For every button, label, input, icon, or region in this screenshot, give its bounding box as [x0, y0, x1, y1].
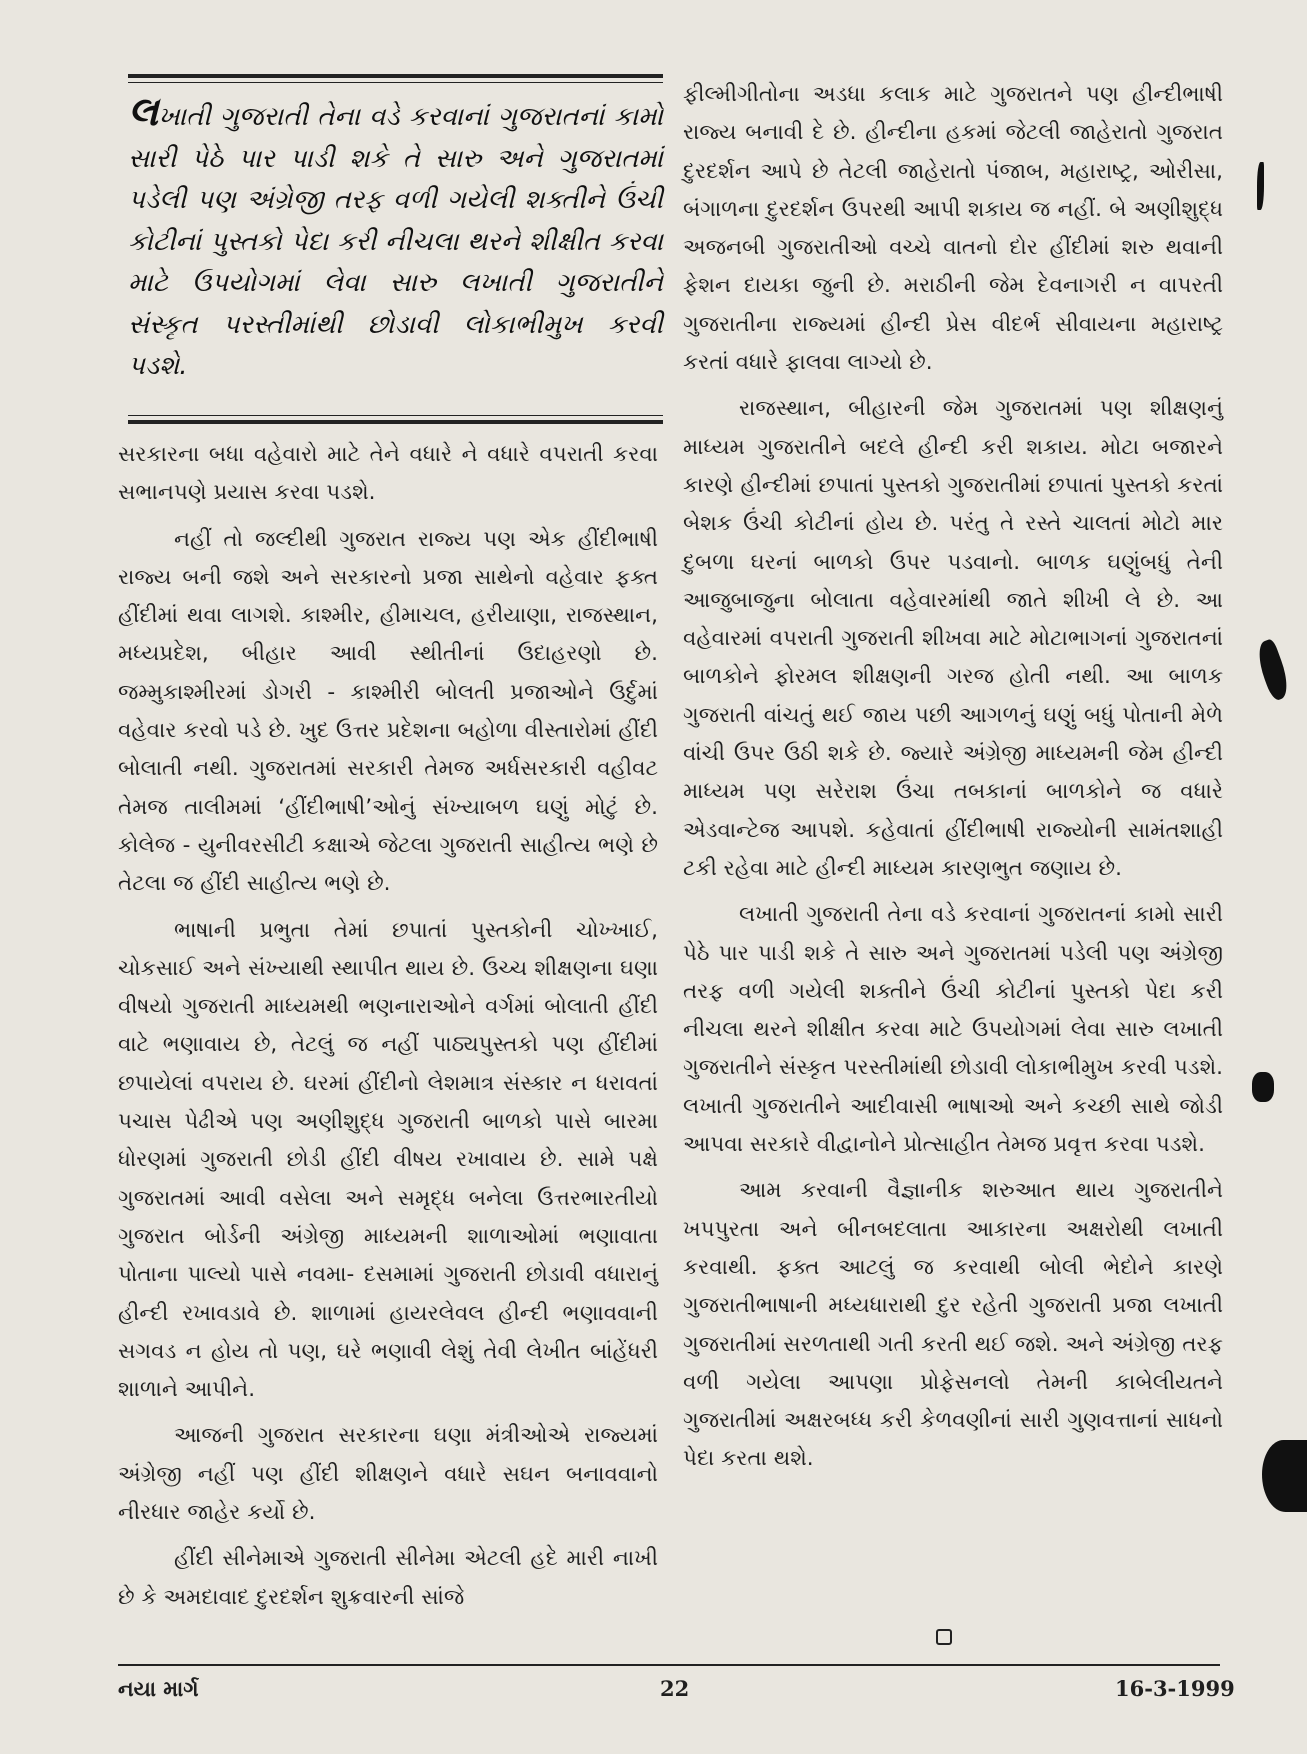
footer-page-number: 22 [660, 1676, 690, 1701]
footer-date: 16-3-1999 [1115, 1676, 1235, 1701]
left-paragraph-2: નહીં તો જલ્દીથી ગુજરાત રાજ્ય પણ એક હીંદીભાષી રાજ્ય બની જશે અને સરકારનો પ્રજા સાથેનો વહેવાર ફક્ત હીંદીમાં થવા લાગશે. કાશ્મીર, હીમાચલ, હરીયાણા, રાજસ્થાન, મધ્યપ્રદેશ, બીહાર આવી સ્થીતીનાં ઉદાહરણો છે. જમ્મુકાશ્મીરમાં ડોગરી - કાશ્મીરી બોલતી પ્રજાઓને ઉર્દુમાં વહેવાર કરવો પડે છે. ખુદ ઉત્તર પ્રદેશના બહોળા વીસ્તારોમાં હીંદી બોલાતી નથી. ગુજરાતમાં સરકારી તેમજ અર્ધસરકારી વહીવટ તેમજ તાલીમમાં ‘હીંદીભાષી’ઓનું સંખ્યાબળ ઘણું મોટું છે. કોલેજ - યુનીવરસીટી કક્ષાએ જેટલા ગુજરાતી સાહીત્ય ભણે છે તેટલા જ હીંદી સાહીત્ય ભણે છે. [118, 526, 658, 897]
paper-hole-mark [1252, 638, 1293, 702]
paper-hole-mark [1252, 1072, 1274, 1102]
right-paragraph-3: લખાતી ગુજરાતી તેના વડે કરવાનાં ગુજરાતનાં કામો સારી પેઠે પાર પાડી શકે તે સારુ અને ગુજરાતમાં પડેલી પણ અંગ્રેજી તરફ વળી ગયેલી શક્તીને ઉંચી કોટીનાં પુસ્તકો પેદા કરી નીચલા થરને શીક્ષીત કરવા માટે ઉપયોગમાં લેવા સારુ લખાતી ગુજરાતીને સંસ્કૃત પરસ્તીમાંથી છોડાવી લોકાભીમુખ કરવી પડશે. લખાતી ગુજરાતીને આદીવાસી ભાષાઓ અને કચ્છી સાથે જોડી આપવા સરકારે વીદ્વાનોને પ્રોત્સાહીત તેમજ પ્રવૃત્ત કરવા પડશે. [683, 902, 1223, 1158]
paper-hole-mark [1262, 1440, 1307, 1512]
pull-quote-top-thin-rule [128, 82, 663, 83]
footer-rule [118, 1664, 1220, 1666]
footer-publication-name: નયા માર્ગ [118, 1676, 199, 1701]
right-column [683, 76, 1223, 1487]
left-paragraph-5: હીંદી સીનેમાએ ગુજરાતી સીનેમા એટલી હદે મારી નાખી છે કે અમદાવાદ દુરદર્શન શુક્રવારની સાંજે [118, 1546, 658, 1610]
left-paragraph-1: સરકારના બધા વહેવારો માટે તેને વધારે ને વધારે વપરાતી કરવા સભાનપણે પ્રયાસ કરવા પડશે. [118, 442, 658, 506]
pull-quote-top-rule [128, 74, 663, 78]
pull-quote-dropcap: લ [128, 89, 159, 135]
article-end-square-icon [936, 1629, 952, 1645]
paper-hole-mark [1257, 162, 1264, 210]
left-paragraph-3: ભાષાની પ્રભુતા તેમાં છપાતાં પુસ્તકોની ચોખ્ખાઈ, ચોકસાઈ અને સંખ્યાથી સ્થાપીત થાય છે. ઉચ્ચ શીક્ષણના ઘણા વીષયો ગુજરાતી માધ્યમથી ભણનારાઓને વર્ગમાં બોલાતી હીંદી વાટે ભણાવાય છે, તેટલું જ નહીં પાઠ્યપુસ્તકો પણ હીંદીમાં છપાયેલાં વપરાય છે. ઘરમાં હીંદીનો લેશમાત્ર સંસ્કાર ન ધરાવતાં પચાસ પેઢીએ પણ અણીશુદ્ધ ગુજરાતી બાળકો પાસે બારમા ધોરણમાં ગુજરાતી છોડી હીંદી વીષય રખાવાય છે. સામે પક્ષે ગુજરાતમાં આવી વસેલા અને સમૃદ્ધ બનેલા ઉત્તરભારતીયો ગુજરાત બોર્ડની અંગ્રેજી માધ્યમની શાળાઓમાં ભણાવાતા પોતાના પાલ્યો પાસે નવમા- દસમામાં ગુજરાતી છોડાવી વધારાનું હીન્દી રખાવડાવે છે. શાળામાં હાયરલેવલ હીન્દી ભણાવવાની સગવડ ન હોય તો પણ, ઘરે ભણાવી લેશું તેવી લેખીત બાંહેંધરી શાળાને આપીને. [118, 917, 658, 1403]
pull-quote-text: ખાતી ગુજરાતી તેના વડે કરવાનાં ગુજરાતનાં કામો સારી પેઠે પાર પાડી શકે તે સારુ અને ગુજરાતમાં પડેલી પણ અંગ્રેજી તરફ વળી ગયેલી શક્તીને ઉંચી કોટીનાં પુસ્તકો પેદા કરી નીચલા થરને શીક્ષીત કરવા માટે ઉપયોગમાં લેવા સારુ લખાતી ગુજરાતીને સંસ્કૃત પરસ્તીમાંથી છોડાવી લોકાભીમુખ કરવી પડશે. [128, 102, 663, 381]
pull-quote-bottom-rule [128, 420, 663, 424]
right-paragraph-1: ફીલ્મીગીતોના અડધા કલાક માટે ગુજરાતને પણ હીન્દીભાષી રાજ્ય બનાવી દે છે. હીન્દીના હકમાં જેટલી જાહેરાતો ગુજરાત દુરદર્શન આપે છે તેટલી જાહેરાતો પંજાબ, મહારાષ્ટ્ર, ઓરીસા, બંગાળના દુરદર્શન ઉપરથી આપી શકાય જ નહીં. બે અણીશુદ્ધ અજનબી ગુજરાતીઓ વચ્ચે વાતનો દોર હીંદીમાં શરુ થવાની ફેશન દાયકા જુની છે. મરાઠીની જેમ દેવનાગરી ન વાપરતી ગુજરાતીના રાજ્યમાં હીન્દી પ્રેસ વીદર્ભ સીવાયના મહારાષ્ટ્ર કરતાં વધારે ફાલવા લાગ્યો છે. [683, 82, 1223, 376]
left-paragraph-4: આજની ગુજરાત સરકારના ઘણા મંત્રીઓએ રાજ્યમાં અંગ્રેજી નહીં પણ હીંદી શીક્ષણને વધારે સઘન બનાવવાનો નીરધાર જાહેર કર્યો છે. [118, 1423, 658, 1526]
left-column [118, 436, 658, 1625]
pull-quote [128, 89, 663, 388]
pull-quote-bottom-thin-rule [128, 415, 663, 416]
right-paragraph-4: આમ કરવાની વૈજ્ઞાનીક શરુઆત થાય ગુજરાતીને ખપપુરતા અને બીનબદલાતા આકારના અક્ષરોથી લખાતી કરવાથી. ફક્ત આટલું જ કરવાથી બોલી ભેદોને કારણે ગુજરાતીભાષાની મધ્યધારાથી દુર રહેતી ગુજરાતી પ્રજા લખાતી ગુજરાતીમાં સરળતાથી ગતી કરતી થઈ જશે. અને અંગ્રેજી તરફ વળી ગયેલા આપણા પ્રોફેસનલો તેમની કાબેલીયતને ગુજરાતીમાં અક્ષરબધ્ધ કરી કેળવણીનાં સારી ગુણવત્તાનાં સાધનો પેદા કરતા થશે. [683, 1178, 1223, 1472]
right-paragraph-2: રાજસ્થાન, બીહારની જેમ ગુજરાતમાં પણ શીક્ષણનું માધ્યમ ગુજરાતીને બદલે હીન્દી કરી શકાય. મોટા બજારને કારણે હીન્દીમાં છપાતાં પુસ્તકો ગુજરાતીમાં છપાતાં પુસ્તકો કરતાં બેશક ઉંચી કોટીનાં હોય છે. પરંતુ તે રસ્તે ચાલતાં મોટો માર દુબળા ઘરનાં બાળકો ઉપર પડવાનો. બાળક ઘણુંબધું તેની આજુબાજુના બોલાતા વહેવારમાંથી જાતે શીખી લે છે. આ વહેવારમાં વપરાતી ગુજરાતી શીખવા માટે મોટાભાગનાં ગુજરાતનાં બાળકોને ફોરમલ શીક્ષણની ગરજ હોતી નથી. આ બાળક ગુજરાતી વાંચતું થઈ જાય પછી આગળનું ઘણું બધું પોતાની મેળે વાંચી ઉપર ઉઠી શકે છે. જ્યારે અંગ્રેજી માધ્યમની જેમ હીન્દી માધ્યમ પણ સરેરાશ ઉંચા તબકાનાં બાળકોને જ વધારે એડવાન્ટેજ આપશે. કહેવાતાં હીંદીભાષી રાજ્યોની સામંતશાહી ટકી રહેવા માટે હીન્દી માધ્યમ કારણભુત જણાય છે. [683, 396, 1223, 881]
